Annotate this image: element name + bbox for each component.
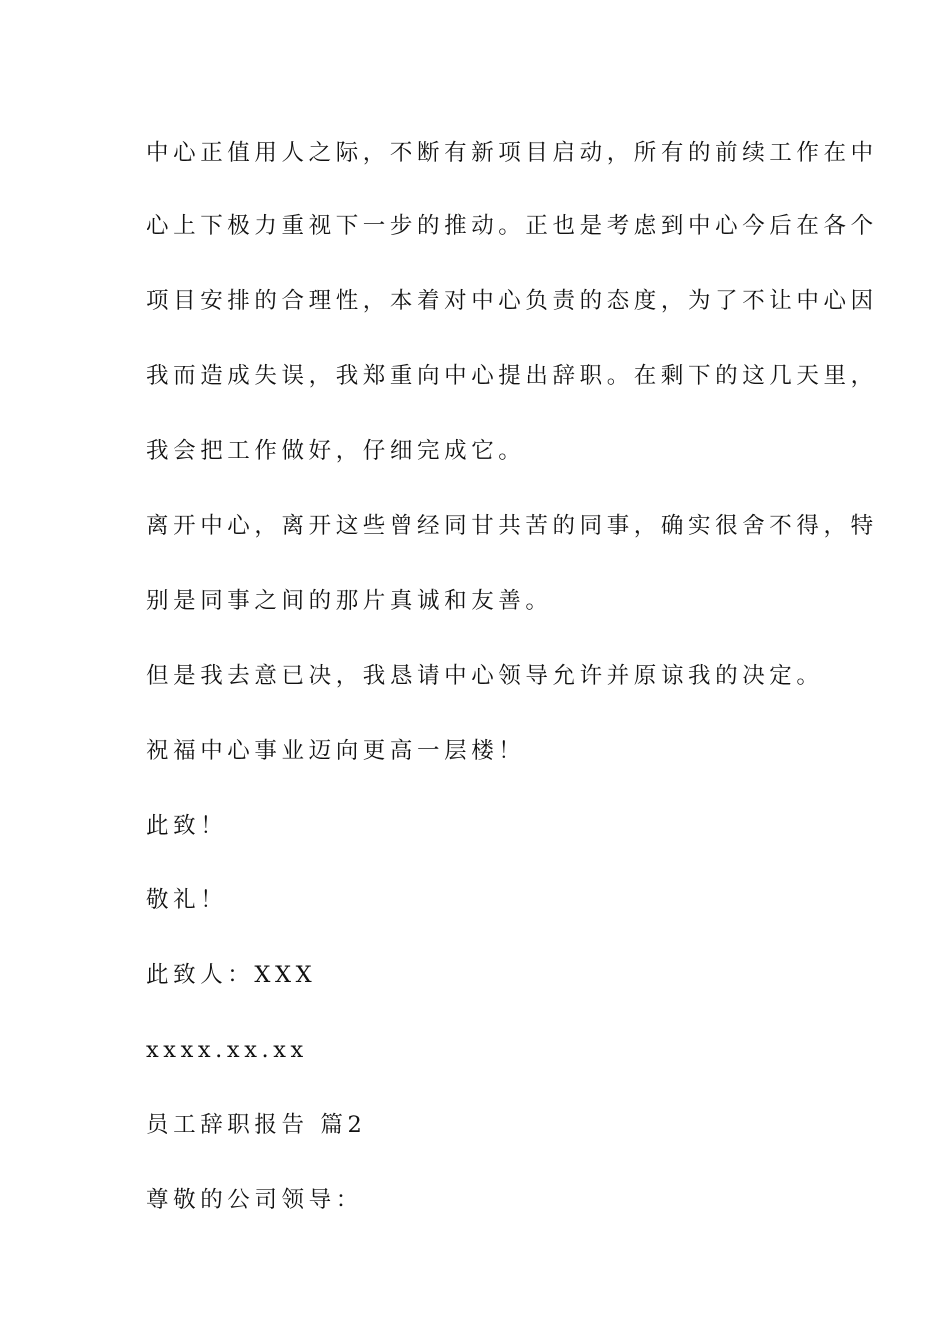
section-title: 员工辞职报告 篇2 bbox=[146, 1112, 367, 1138]
paragraph-1-line-5: 我会把工作做好，仔细完成它。 bbox=[146, 438, 526, 464]
paragraph-2-line-2: 别是同事之间的那片真诚和友善。 bbox=[146, 588, 553, 614]
paragraph-2-line-1: 离开中心，离开这些曾经同甘共苦的同事，确实很舍不得，特 bbox=[146, 513, 878, 539]
closing-line-1: 此致！ bbox=[146, 813, 228, 839]
signature: 此致人：XXX bbox=[146, 962, 317, 988]
paragraph-1-line-1: 中心正值用人之际，不断有新项目启动，所有的前续工作在中 bbox=[146, 140, 878, 166]
paragraph-3: 但是我去意已决，我恳请中心领导允许并原谅我的决定。 bbox=[146, 663, 824, 689]
date: xxxx.xx.xx bbox=[146, 1037, 308, 1063]
salutation: 尊敬的公司领导： bbox=[146, 1187, 363, 1213]
paragraph-1-line-3: 项目安排的合理性，本着对中心负责的态度，为了不让中心因 bbox=[146, 288, 878, 314]
paragraph-4: 祝福中心事业迈向更高一层楼！ bbox=[146, 738, 526, 764]
closing-line-2: 敬礼！ bbox=[146, 887, 228, 913]
paragraph-1-line-4: 我而造成失误，我郑重向中心提出辞职。在剩下的这几天里， bbox=[146, 363, 878, 389]
paragraph-1-line-2: 心上下极力重视下一步的推动。正也是考虑到中心今后在各个 bbox=[146, 213, 878, 239]
